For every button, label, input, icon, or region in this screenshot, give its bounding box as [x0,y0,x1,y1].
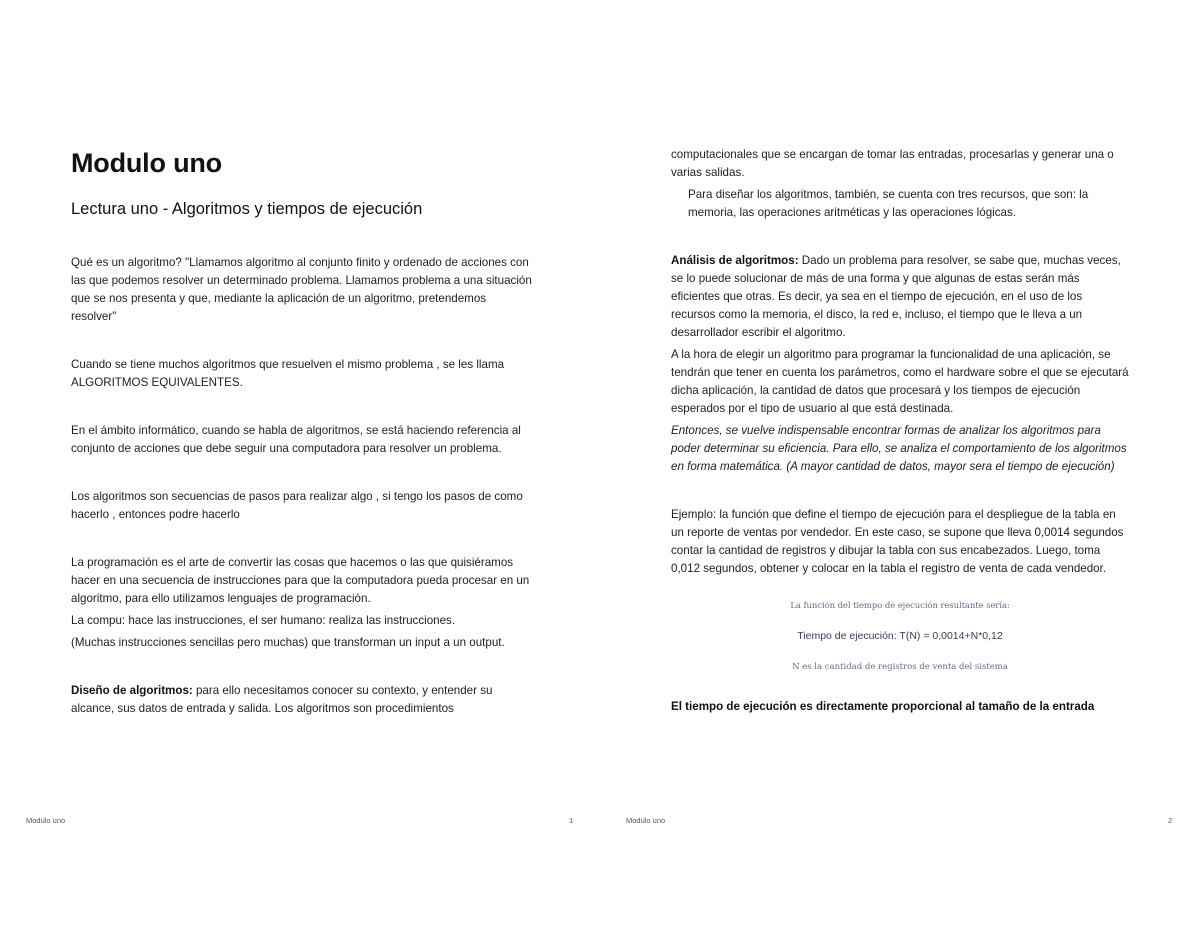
footer-label: Modulo uno [626,816,666,825]
paragraph-design [71,682,533,718]
paragraph-computer-human: La compu: hace las instrucciones, el ser humano: realiza las instrucciones. [71,614,456,627]
formula-caption: La función del tiempo de ejecución resultante sería: [790,601,1010,611]
page-2 [600,0,1200,927]
paragraph-programming: La programación es el arte de convertir las cosas que hacemos o las que quisiéramos hacer en una secuencia de instrucciones para que la computadora pueda procesar en un algoritmo, para ello utilizamos lenguajes de programación. [71,556,530,605]
reading-subtitle: Lectura uno - Algoritmos y tiempos de ejecución [71,200,423,218]
paragraph-computing-context: En el ámbito informático, cuando se habla de algoritmos, se está haciendo referencia al conjunto de acciones que debe seguir una computadora para resolver un problema. [71,424,521,455]
footer-label: Modulo uno [26,816,66,825]
footer-page-number: 2 [1168,816,1173,825]
paragraph-instructions: (Muchas instrucciones sencillas pero muchas) que transforman un input a un output. [71,636,505,649]
paragraph-choosing: A la hora de elegir un algoritmo para programar la funcionalidad de una aplicación, se tendrán que tener en cuenta los parámetros, como el hardware sobre el que se ejecutará dicha aplicación, la cantidad de datos que procesará y los tiempos de ejecución esperados por el tipo de usuario al que está destinada. [671,348,1129,415]
paragraph-resources: Para diseñar los algoritmos, también, se cuenta con tres recursos, que son: la memoria, las operaciones aritméticas y las operaciones lógicas. [688,188,1089,219]
paragraph-continuation: computacionales que se encargan de tomar las entradas, procesarlas y generar una o varias salidas. [671,148,1114,179]
paragraph-definition: Qué es un algoritmo? "Llamamos algoritmo al conjunto finito y ordenado de acciones con las que podemos resolver un determinado problema. Llamamos problema a una situación que se nos presenta y que, mediante la aplicación de un algoritmo, pretendemos resolver" [71,256,532,323]
paragraph-analysis [671,252,1129,342]
formula-note: N es la cantidad de registros de venta del sistema [792,662,1008,672]
paragraph-efficiency: Entonces, se vuelve indispensable encontrar formas de analizar los algoritmos para poder determinar su eficiencia. Para ello, se analiza el comportamiento de los algoritmos en forma matemática. (A mayor cantidad de datos, mayor sera el tiempo de ejecución) [671,424,1127,473]
paragraph-example: Ejemplo: la función que define el tiempo de ejecución para el despliegue de la tabla en un reporte de ventas por vendedor. En este caso, se supone que lleva 0,0014 segundos contar la cantidad de registros y dibujar la tabla con sus encabezados. Luego, toma 0,012 segundos, obtener y colocar en la tabla el registro de venta de cada vendedor. [671,508,1124,575]
conclusion-statement: El tiempo de ejecución es directamente proporcional al tamaño de la entrada [671,700,1095,713]
analysis-term: Análisis de algoritmos: [671,254,799,267]
analysis-text: Dado un problema para resolver, se sabe que, muchas veces, se lo puede solucionar de más de una forma y que algunas de estas serán más eficientes que otras. Es decir, ya sea en el tiempo de ejecución, en el uso de los recursos como la memoria, el disco, la red e, incluso, el tiempo que le lleva a un desarrollador escribir el algoritmo. [671,254,1121,339]
page-2-content [671,146,1129,716]
design-text: para ello necesitamos conocer su contexto, y entender su alcance, sus datos de entrada y salida. Los algoritmos son procedimientos [71,684,493,715]
document-title: Modulo uno [71,148,222,178]
formula-figure [671,599,1129,674]
paragraph-equivalent-algorithms: Cuando se tiene muchos algoritmos que resuelven el mismo problema , se les llama ALGORITMOS EQUIVALENTES. [71,358,505,389]
design-term: Diseño de algoritmos: [71,684,193,697]
footer-page-number: 1 [569,816,574,825]
paragraph-steps: Los algoritmos son secuencias de pasos para realizar algo , si tengo los pasos de como hacerlo , entonces podre hacerlo [71,490,523,521]
formula-expression: Tiempo de ejecución: T(N) = 0,0014+N*0,12 [797,630,1003,642]
page-1-content [71,140,533,718]
